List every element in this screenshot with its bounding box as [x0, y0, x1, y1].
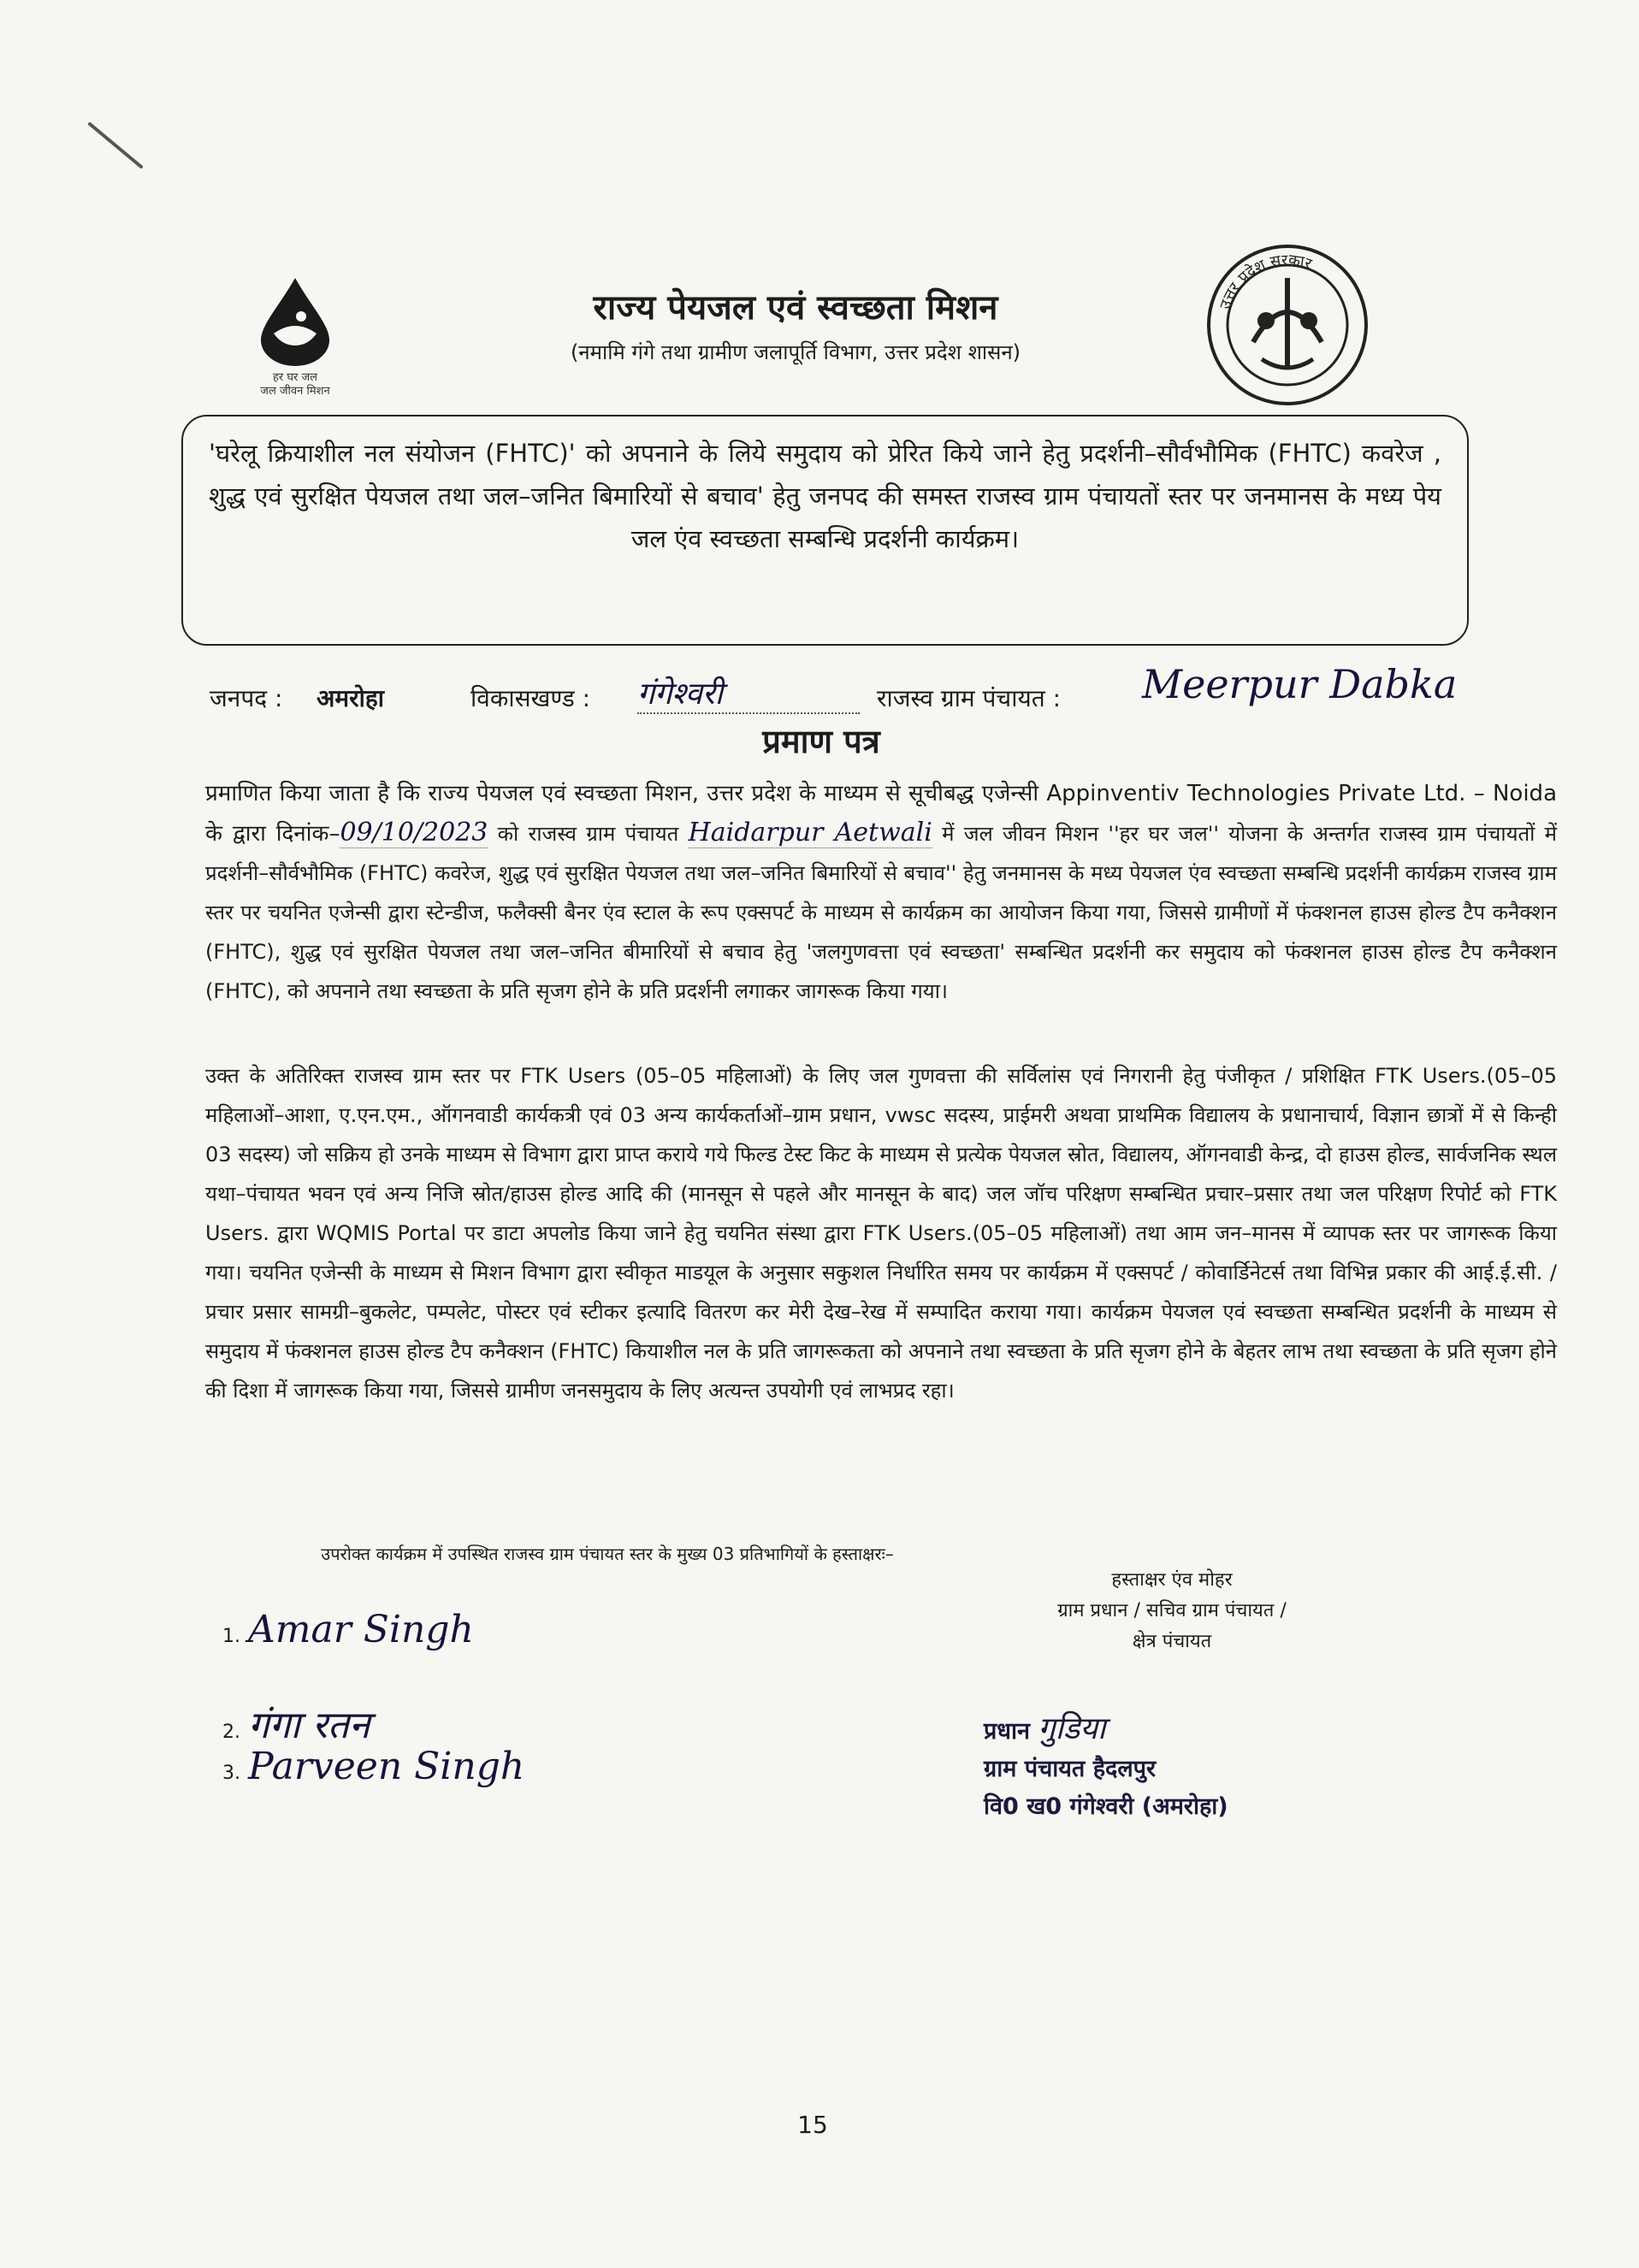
paragraph-1-mid: को राजस्व ग्राम पंचायत [488, 822, 689, 846]
paragraph-2-text: उक्त के अतिरिक्त राजस्व ग्राम स्तर पर FTK Users (05–05 महिलाओं) के लिए जल गुणवत्ता की सर्विलांस एवं निगरानी हेतु पंजीकृत / प्रशिक्षित FTK Users.(05–05 महिलाओं–आशा, ए.एन.एम., ऑगनवाडी कार्यकत्री एवं 03 अन्य कार्यकर्ताओं–ग्राम प्रधान, vwsc सदस्य, प्राईमरी अथवा प्राथमिक विद्यालय के प्रधानाचार्य, विज्ञान छात्रों में से किन्ही 03 सदस्य) जो सक्रिय हो उनके माध्यम से विभाग द्वारा प्राप्त कराये गये फिल्ड टेस्ट किट के माध्यम से प्रत्येक पेयजल स्रोत, विद्यालय, ऑगनवाडी केन्द्र, दो हाउस होल्ड, सार्वजनिक स्थल यथा–पंचायत भवन एवं अन्य निजि स्रोत/हाउस होल्ड आदि की (मानसून से पहले और मानसून के बाद) जल जॉच परिक्षण सम्बन्धित प्रचार–प्रसार तथा जल परिक्षण रिपोर्ट को FTK Users. द्वारा WQMIS Portal पर डाटा अपलोड किया जाने हेतु चयनित संस्था द्वारा FTK Users.(05–05 महिलाओं) तथा आम जन–मानस में व्यापक स्तर पर जागरूक किया गया। चयनित एजेन्सी के माध्यम से मिशन विभाग द्वारा स्वीकृत माडयूल के अनुसार सकुशल निर्धारित समय पर कार्यक्रम में एक्सपर्ट / कोवार्डिनेटर्स तथा विभिन्न प्रकार की आई.ई.सी. / प्रचार प्रसार सामग्री–बुकलेट, पम्पलेट, पोस्टर एवं स्टीकर इत्यादि वितरण कर मेरी देख–रेख में सम्पादित कराया गया। कार्यक्रम पेयजल एवं स्वच्छता सम्बन्धित प्रदर्शनी के माध्यम से समुदाय में फंक्शनल हाउस होल्ड टैप कनैक्शन (FHTC) कियाशील नल के प्रति जागरूकता को अपनाने तथा स्वच्छता के प्रति सृजग होने के बेहतर लाभ तथा स्वच्छता के प्रति सृजग होने की दिशा में जागरूक किया गया, जिससे ग्रामीण जनसमुदाय के लिए अत्यन्त उपयोगी एवं लाभप्रद रहा। [205, 1064, 1557, 1403]
stamp-prefix: प्रधान [984, 1718, 1030, 1745]
page-number: 15 [797, 2111, 828, 2139]
participant-1-number: 1. [222, 1626, 240, 1647]
location-info-line [210, 661, 1493, 723]
sign-line-1: हस्ताक्षर एंव मोहर [1111, 1569, 1233, 1591]
certificate-paragraph-1 [205, 774, 1557, 1011]
water-drop-icon [248, 274, 342, 368]
participant-1 [222, 1608, 474, 1651]
stamp-line-2: ग्राम पंचायत हैदलपुर [984, 1756, 1157, 1782]
logo-caption-1: हर घर जल [273, 371, 317, 384]
participant-2 [222, 1698, 370, 1749]
participant-2-signature: गंगा रतन [248, 1704, 370, 1747]
mission-title: राज्य पेयजल एवं स्वच्छता मिशन [593, 288, 998, 328]
participant-3-number: 3. [222, 1763, 240, 1784]
sign-line-3: क्षेत्र पंचायत [1132, 1631, 1212, 1652]
stamp-line-3: वि0 ख0 गंगेश्वरी (अमरोहा) [984, 1793, 1228, 1820]
program-description-text: 'घरेलू क्रियाशील नल संयोजन (FHTC)' को अपनाने के लिये समुदाय को प्रेरित किये जाने हेतु प्रदर्शनी–सौर्वभौमिक (FHTC) कवरेज , शुद्ध एवं सुरक्षित पेयजल तथा जल–जनित बिमारियों से बचाव' हेतु जनपद की समस्त राजस्व ग्राम पंचायतों स्तर पर जनमानस के मध्य पेय जल एंव स्वच्छता सम्बन्धि प्रदर्शनी कार्यक्रम। [209, 439, 1441, 553]
block-label: विकासखण्ड : [470, 684, 591, 712]
program-description-box [181, 415, 1469, 646]
mission-subtitle: (नमामि गंगे तथा ग्रामीण जलापूर्ति विभाग, उत्तर प्रदेश शासन) [570, 340, 1021, 364]
paragraph-1-lead: प्रमाणित किया जाता है कि राज्य पेयजल एवं स्वच्छता मिशन, उत्तर प्रदेश के माध्यम से सूचीबद्ध एजेन्सी Appinventiv Technologies Private Ltd. – Noida के द्वारा दिनांक– [205, 781, 1557, 847]
panchayat-label: राजस्व ग्राम पंचायत : [877, 684, 1061, 712]
har-ghar-jal-logo [231, 274, 359, 410]
signature-and-seal-label [1009, 1565, 1334, 1657]
sign-line-2: ग्राम प्रधान / सचिव ग्राम पंचायत / [1057, 1600, 1287, 1621]
pradhan-signature: गुडिया [1038, 1711, 1106, 1746]
up-government-seal [1202, 239, 1373, 410]
block-value: गंगेश्वरी [637, 671, 860, 714]
seal-text: उत्तर प्रदेश सरकार [1216, 251, 1314, 312]
program-date: 09/10/2023 [340, 818, 488, 848]
district-value: अमरोहा [317, 684, 384, 712]
village-name: Haidarpur Aetwali [688, 818, 932, 848]
participant-3 [222, 1745, 524, 1788]
participant-3-signature: Parveen Singh [248, 1745, 525, 1788]
pen-stroke-mark [86, 120, 145, 171]
certificate-paragraph-2 [205, 1056, 1557, 1410]
pradhan-stamp [984, 1710, 1309, 1826]
paragraph-1-rest: में जल जीवन मिशन ''हर घर जल'' योजना के अन्तर्गत राजस्व ग्राम पंचायतों में प्रदर्शनी–सौर्वभौमिक (FHTC) कवरेज, शुद्ध एवं सुरक्षित पेयजल तथा जल–जनित बिमारियों से बचाव'' हेतु जनमानस के मध्य पेयजल एंव स्वच्छता सम्बन्धि प्रदर्शनी कार्यक्रम राजस्व ग्राम स्तर पर चयनित एजेन्सी द्वारा स्टेन्डीज, फलैक्सी बैनर एंव स्टाल के रूप एक्सपर्ट के माध्यम से कार्यक्रम का आयोजन किया गया, जिससे ग्रामीणों में फंक्शनल हाउस होल्ड टैप कनैक्शन (FHTC), शुद्ध एवं सुरक्षित पेयजल तथा जल–जनित बीमारियों से बचाव हेतु 'जलगुणवत्ता एवं स्वच्छता' सम्बन्धित प्रदर्शनी कर समुदाय को फंक्शनल हाउस होल्ड टैप कनैक्शन (FHTC), को अपनाने तथा स्वच्छता के प्रति सृजग होने के प्रति प्रदर्शनी लगाकर जागरूक किया गया। [205, 822, 1557, 1003]
participant-1-signature: Amar Singh [248, 1608, 474, 1651]
panchayat-value: Meerpur Dabka [1142, 661, 1458, 707]
logo-caption-2: जल जीवन मिशन [260, 385, 330, 398]
participants-note: उपरोक्त कार्यक्रम में उपस्थित राजस्व ग्राम पंचायत स्तर के मुख्य 03 प्रतिभागियों के हस्ताक्षरः– [321, 1544, 894, 1564]
certificate-title: प्रमाण पत्र [762, 723, 880, 760]
participant-2-number: 2. [222, 1722, 240, 1743]
district-label: जनपद : [210, 684, 283, 712]
